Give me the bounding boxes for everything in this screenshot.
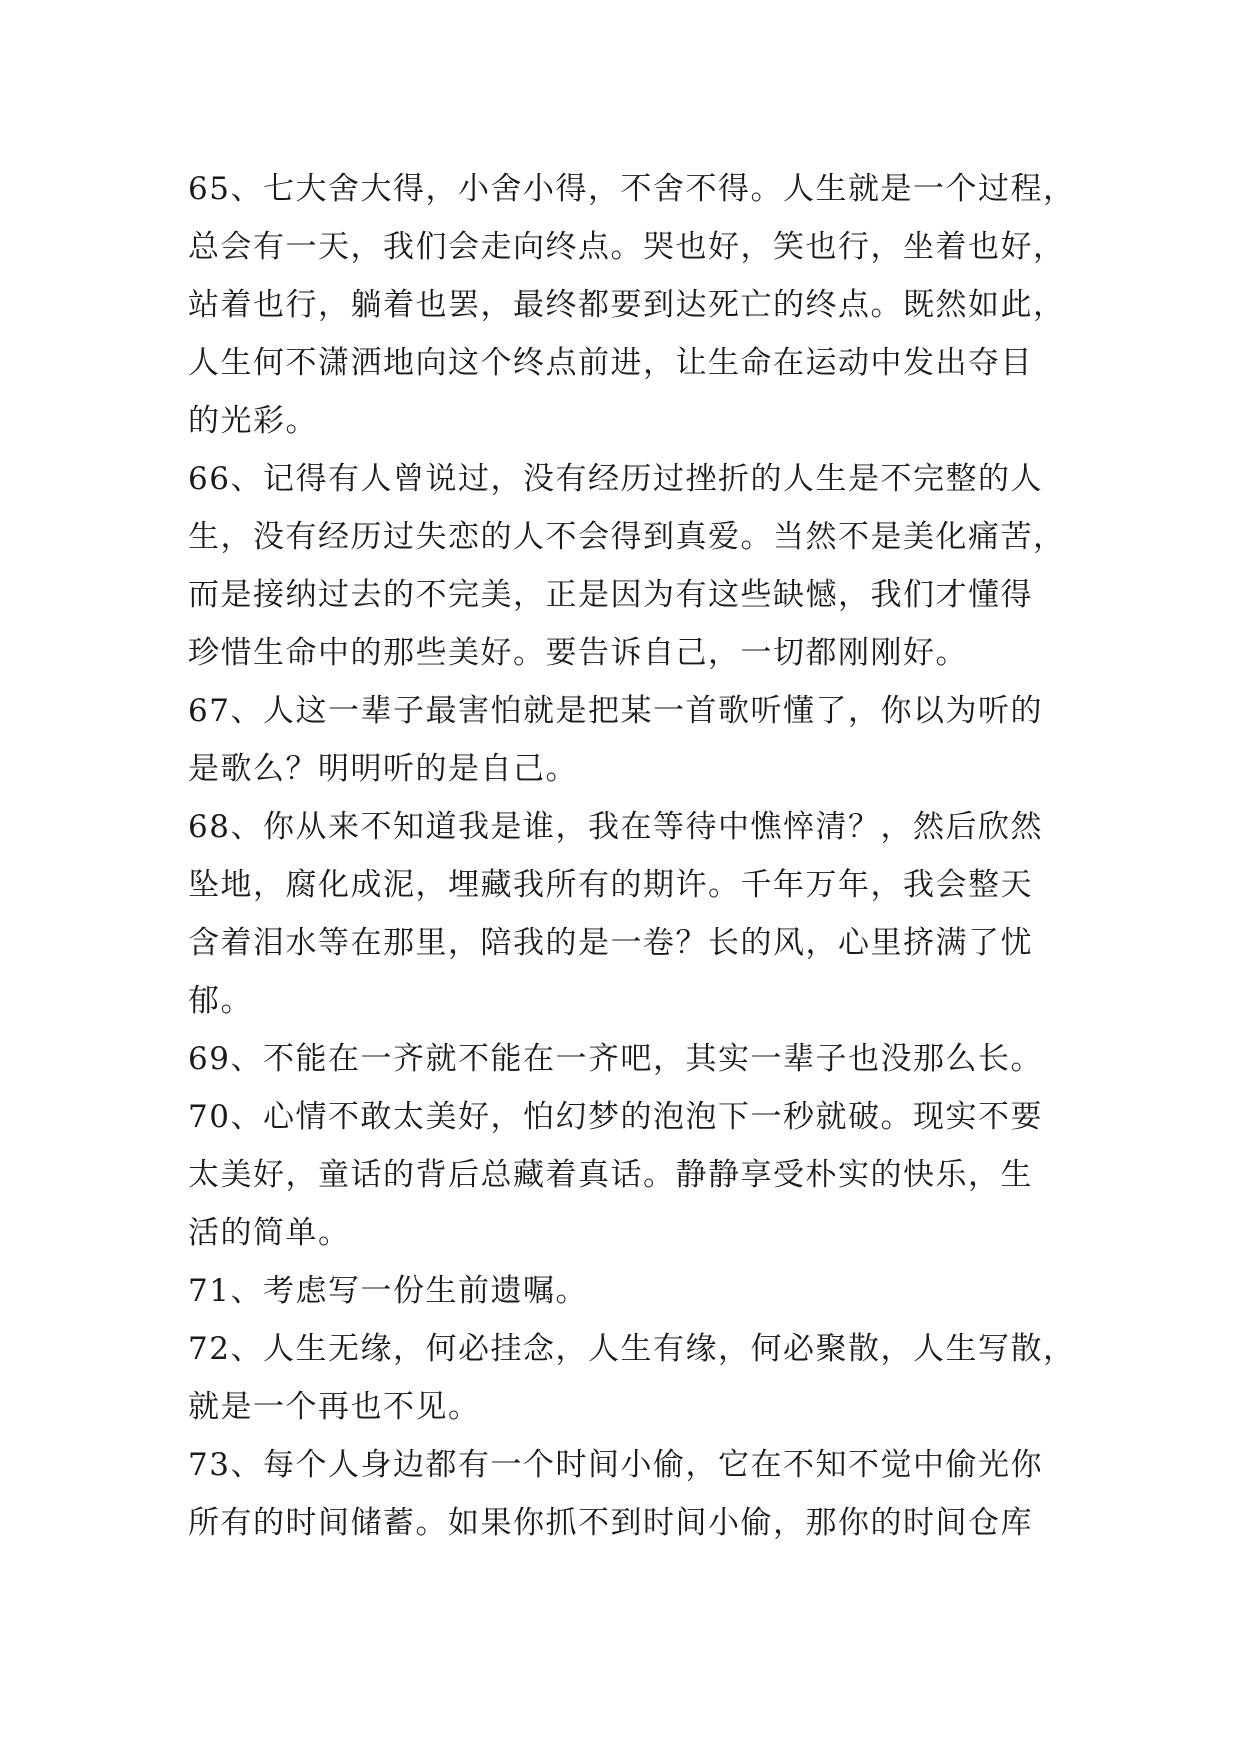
text-line: 总会有一天，我们会走向终点。哭也好，笑也行，坐着也好， xyxy=(188,229,1066,265)
text-line: 65、七大舍大得，小舍小得，不舍不得。人生就是一个过程， xyxy=(188,171,1076,207)
text-line: 69、不能在一齐就不能在一齐吧，其实一辈子也没那么长。 xyxy=(188,1041,1043,1077)
text-line: 人生何不潇洒地向这个终点前进，让生命在运动中发出夺目 xyxy=(188,345,1033,381)
text-line: 珍惜生命中的那些美好。要告诉自己，一切都刚刚好。 xyxy=(188,635,968,671)
text-line: 活的简单。 xyxy=(188,1215,351,1251)
text-line: 就是一个再也不见。 xyxy=(188,1389,481,1425)
text-line: 生，没有经历过失恋的人不会得到真爱。当然不是美化痛苦， xyxy=(188,519,1066,555)
text-line: 68、你从来不知道我是谁，我在等待中憔悴清？，然后欣然 xyxy=(188,809,1043,845)
text-line: 70、心情不敢太美好，怕幻梦的泡泡下一秒就破。现实不要 xyxy=(188,1099,1043,1135)
text-line: 66、记得有人曾说过，没有经历过挫折的人生是不完整的人 xyxy=(188,461,1043,497)
text-line: 郁。 xyxy=(188,983,253,1019)
text-line: 73、每个人身边都有一个时间小偷，它在不知不觉中偷光你 xyxy=(188,1447,1043,1483)
document-body xyxy=(188,160,1076,1552)
text-line: 站着也行，躺着也罢，最终都要到达死亡的终点。既然如此， xyxy=(188,287,1066,323)
text-line: 太美好，童话的背后总藏着真话。静静享受朴实的快乐，生 xyxy=(188,1157,1033,1193)
text-line: 是歌么？明明听的是自己。 xyxy=(188,751,578,787)
text-line: 67、人这一辈子最害怕就是把某一首歌听懂了，你以为听的 xyxy=(188,693,1043,729)
text-line: 含着泪水等在那里，陪我的是一卷？长的风，心里挤满了忧 xyxy=(188,925,1033,961)
text-line: 的光彩。 xyxy=(188,403,318,439)
text-line: 坠地，腐化成泥，埋藏我所有的期许。千年万年，我会整天 xyxy=(188,867,1033,903)
text-line: 72、人生无缘，何必挂念，人生有缘，何必聚散，人生写散， xyxy=(188,1331,1076,1367)
text-line: 所有的时间储蓄。如果你抓不到时间小偷，那你的时间仓库 xyxy=(188,1505,1033,1541)
text-line: 71、考虑写一份生前遗嘱。 xyxy=(188,1273,588,1309)
text-line: 而是接纳过去的不完美，正是因为有这些缺憾，我们才懂得 xyxy=(188,577,1033,613)
